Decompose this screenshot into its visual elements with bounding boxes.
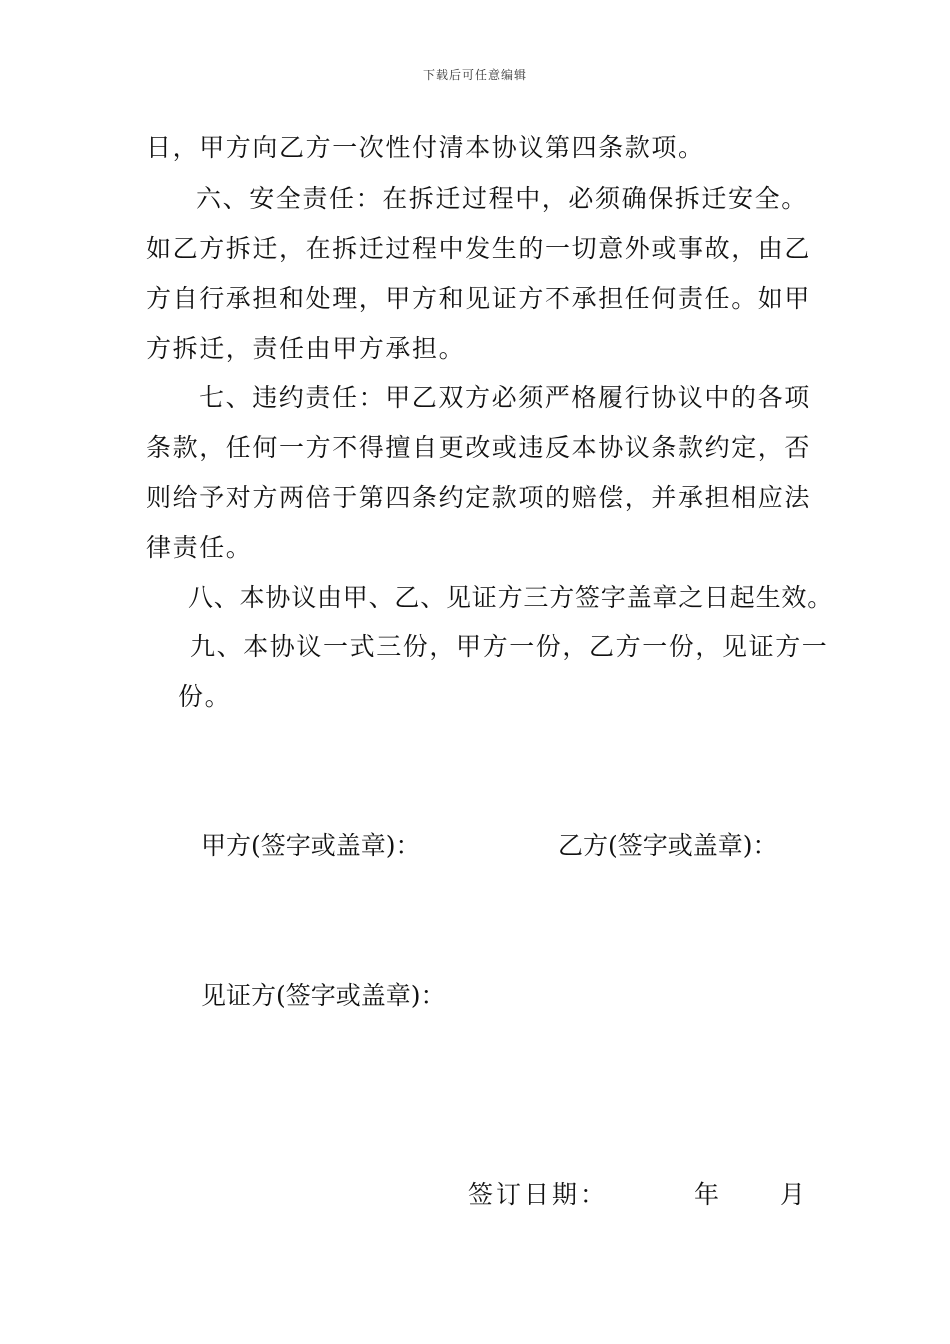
- body-line-5: 方拆迁，责任由甲方承担。: [146, 334, 466, 363]
- header-note: 下载后可任意编辑: [422, 68, 527, 82]
- body-line-3: 如乙方拆迁，在拆迁过程中发生的一切意外或事故，由乙: [146, 234, 812, 263]
- body-line-7: 条款，任何一方不得擅自更改或违反本协议条款约定，否: [146, 433, 812, 462]
- body-line-11: 九、本协议一式三份，甲方一份，乙方一份，见证方一: [190, 632, 829, 661]
- body-line-4: 方自行承担和处理，甲方和见证方不承担任何责任。如甲: [146, 284, 812, 313]
- body-line-2: 六、安全责任：在拆迁过程中，必须确保拆迁安全。: [196, 184, 808, 213]
- body-line-10: 八、本协议由甲、乙、见证方三方签字盖章之日起生效。: [188, 583, 834, 612]
- sign-date-month: 月: [780, 1180, 806, 1209]
- body-line-8: 则给予对方两倍于第四条约定款项的赔偿，并承担相应法: [146, 483, 812, 512]
- body-line-12: 份。: [178, 682, 232, 711]
- party-b-signature-label: 乙方(签字或盖章)：: [558, 831, 778, 860]
- body-line-1: 日，甲方向乙方一次性付清本协议第四条款项。: [146, 133, 705, 162]
- sign-date-label: 签订日期：: [468, 1180, 609, 1209]
- witness-signature-label: 见证方(签字或盖章)：: [201, 981, 446, 1010]
- party-a-signature-label: 甲方(签字或盖章)：: [201, 831, 421, 860]
- body-line-6: 七、违约责任：甲乙双方必须严格履行协议中的各项: [199, 383, 811, 412]
- sign-date-year: 年: [694, 1180, 720, 1209]
- body-line-9: 律责任。: [146, 533, 253, 562]
